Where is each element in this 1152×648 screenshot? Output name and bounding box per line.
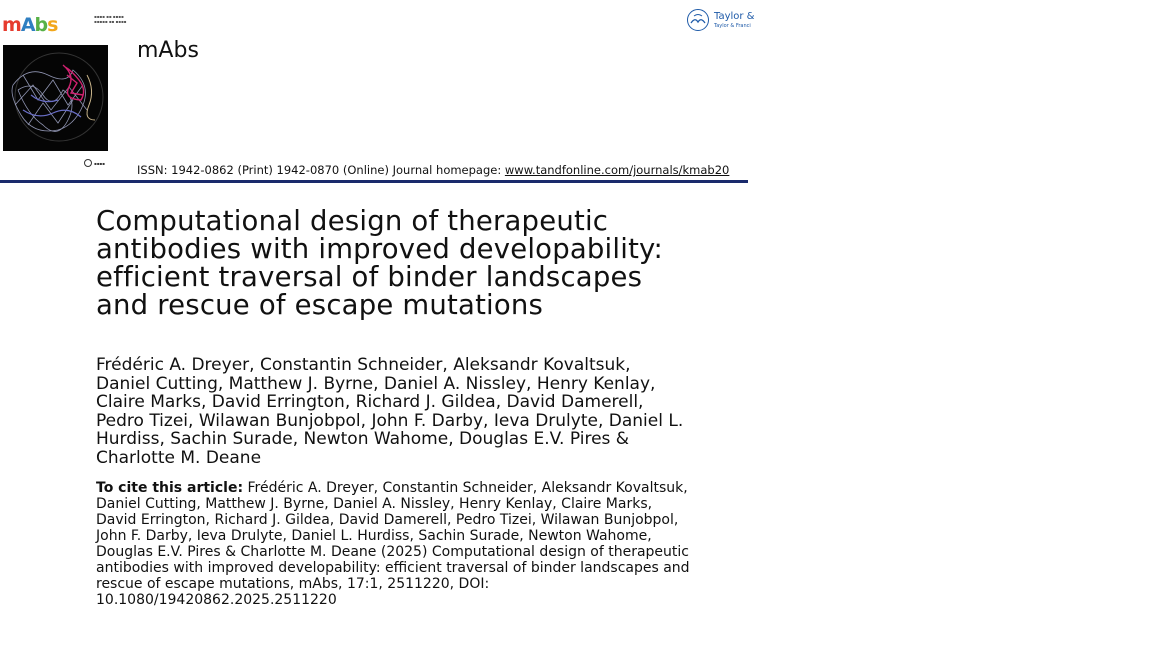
journal-title: mAbs [137, 38, 199, 63]
journal-logo[interactable] [2, 14, 57, 36]
publisher-name: Taylor & [714, 11, 755, 22]
article-title: Computational design of therapeutic antibodies with improved developability: efficient traversal of binder landscapes and rescue of escape mutations [96, 205, 663, 321]
issn-line [137, 163, 729, 177]
citation-text: Frédéric A. Dreyer, Constantin Schneider, Aleksandr Kovaltsuk, Daniel Cutting, Matthew J. Byrne, Daniel A. Nissley, Henry Kenlay, Claire Marks, David Errington, Richard J. Gildea, David Damerell, Pedro Tizei, Wilawan Bunjobpol, John F. Darby, Ieva Drulyte, Daniel L. Hurdiss, Sachin Surade, Newton Wahome, Douglas E.V. Pires & Charlotte M. Deane (2025) Computational design of therapeutic antibodies with improved developability: efficient traversal of binder landscapes and rescue of escape mutations, mAbs, 17:1, 2511220, DOI: 10.1080/19420862.2025.2511220 [96, 480, 690, 608]
publisher-badge-icon [687, 9, 709, 31]
author-list: Frédéric A. Dreyer, Constantin Schneider, Aleksandr Kovaltsuk, Daniel Cutting, Matthew J. Byrne, Daniel A. Nissley, Henry Kenlay, Claire Marks, David Errington, Richard J. Gildea, David Damerell, Pedro Tizei, Wilawan Bunjobpol, John F. Darby, Ieva Drulyte, Daniel L. Hurdiss, Sachin Surade, Newton Wahome, Douglas E.V. Pires & Charlotte M. Deane [96, 355, 684, 468]
protein-structure-illustration [3, 45, 108, 151]
cover-fine-print: ▪▪▪▪ ▪▪ ▪▪▪▪ ▪▪▪▪▪ ▪▪ ▪▪▪▪ [94, 14, 127, 24]
cover-publisher-mark: ▪▪▪▪ [84, 158, 114, 168]
journal-cover-image[interactable] [3, 45, 108, 151]
citation-block [96, 480, 696, 608]
citation-label: To cite this article: [96, 480, 244, 496]
journal-homepage-link[interactable]: www.tandfonline.com/journals/kmab20 [504, 163, 730, 177]
publisher-logo[interactable] [686, 8, 755, 34]
logo-letter: b [34, 14, 48, 36]
logo-letter: m [2, 14, 21, 36]
logo-letter: s [47, 14, 58, 36]
logo-letter: A [20, 14, 35, 36]
publisher-subname: Taylor & Franci [714, 23, 751, 29]
publisher-seal-icon [84, 159, 92, 167]
header-divider [0, 180, 748, 183]
issn-text: ISSN: 1942-0862 (Print) 1942-0870 (Online) Journal homepage: [137, 163, 505, 177]
journal-header [0, 0, 755, 184]
